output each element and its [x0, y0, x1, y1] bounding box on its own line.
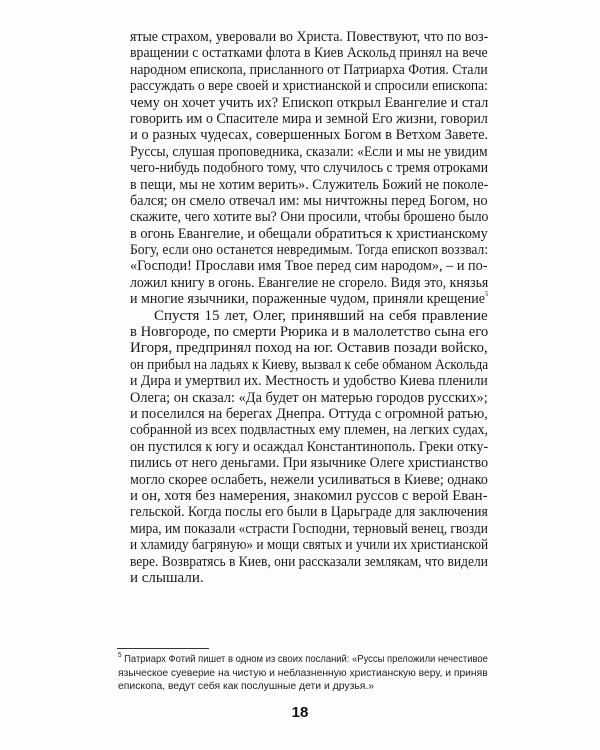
text-line: [130, 439, 488, 455]
text-line: [130, 406, 488, 422]
text-line-content: Руссы, слушая проповедника, сказали: «Если и мы не увидим: [130, 143, 488, 160]
text-line: [130, 95, 488, 111]
text-line-inner: [130, 291, 488, 307]
text-line-content: и хламиду багряную» и мощи святых и учили их христианской: [130, 537, 489, 554]
text-line-inner: [130, 373, 488, 389]
text-line: [130, 291, 488, 307]
text-line: [130, 209, 488, 225]
text-line-inner: [154, 308, 488, 324]
text-line-inner: [130, 111, 488, 127]
text-line: [130, 422, 488, 438]
text-line-content: в пещи, мы не хотим верить». Служитель Божий не поколе-: [130, 176, 489, 193]
text-line: [130, 275, 488, 291]
text-line-inner: [130, 144, 488, 160]
text-line-inner: [130, 554, 488, 570]
text-line: [130, 488, 488, 504]
footnote-line: [118, 667, 488, 681]
text-line: [130, 226, 488, 242]
text-line: [130, 29, 488, 45]
text-line-inner: [130, 439, 488, 455]
text-line-content: пились от него деньгами. При язычнике Олеге христианство: [130, 455, 489, 472]
text-line-inner: [130, 406, 488, 422]
text-line-inner: [130, 160, 488, 176]
text-line-content: рассуждать о вере своей и христианской и спросили епископа:: [130, 78, 488, 95]
text-line-content: чего-нибудь подобного тому, что случилось с тремя отроками: [130, 160, 489, 177]
text-line: [130, 472, 488, 488]
text-line: [130, 45, 488, 61]
text-line: [130, 390, 488, 406]
text-line-inner: [130, 422, 488, 438]
text-line-content: говорить им о Спасителе мира и земной Его жизни, говорил: [130, 110, 488, 127]
text-line-inner: [130, 488, 488, 504]
text-line-inner: [130, 78, 488, 94]
text-line-content: в Новгороде, по смерти Рюрика и в малолетство сына его: [130, 324, 489, 341]
text-line-inner: [130, 209, 488, 225]
text-line-content: и поселился на берегах Днепра. Оттуда с огромной ратью,: [130, 405, 488, 422]
text-line-inner: [130, 62, 488, 78]
text-line-inner: [130, 340, 488, 356]
footnote-separator: [117, 648, 209, 649]
text-line-inner: [130, 127, 488, 143]
text-line: [130, 193, 488, 209]
text-line-inner: [130, 95, 488, 111]
text-line-content: Спустя 15 лет, Олег, принявший на себя правление: [154, 307, 488, 324]
footnote-line-content: Патриарх Фотий пишет в одном из своих посланий: «Руссы преложили нечестивое: [124, 654, 488, 665]
text-line: [130, 308, 488, 324]
text-line-content: и он, хотя без намерения, знакомил руссов с верой Еван-: [130, 487, 488, 504]
text-line-content: ятые страхом, уверовали во Христа. Повествуют, что по воз-: [130, 29, 489, 45]
text-line-inner: [130, 193, 488, 209]
text-line-content: вере. Возвратясь в Киев, они рассказали землякам, что видели: [130, 553, 488, 570]
text-line: [130, 127, 488, 143]
text-line-content: он прибыл на ладьях к Киеву, вызвал к себе обманом Аскольда: [130, 356, 489, 373]
footnote-line-content: епископа, ведут себя как послушные дети и друзья.»: [118, 681, 375, 692]
text-line-content: в огонь Евангелие, и обещали обратиться к христианскому: [130, 225, 488, 242]
text-line: [130, 340, 488, 356]
text-line: [130, 554, 488, 570]
text-line-inner: [130, 177, 488, 193]
text-line-inner: [130, 504, 488, 520]
text-line-inner: [130, 521, 488, 537]
footnote-line: [118, 680, 488, 694]
text-line-inner: [130, 45, 488, 61]
text-line-content: ложил книгу в огонь. Евангелие не сгорело. Видя это, князья: [130, 274, 489, 291]
text-line-content: и Дира и умертвил их. Местность и удобство Киева пленили: [130, 373, 488, 390]
text-line: [130, 324, 488, 340]
footnote: [118, 653, 488, 694]
text-line-content: Олега; он сказал: «Да будет он матерью городов русских»;: [130, 389, 488, 406]
text-line-inner: [130, 537, 488, 553]
text-line-content: Богу, если оно останется невредимым. Тогда епископ воззвал:: [130, 242, 489, 259]
text-line-content: скажите, чего хотите вы? Они просили, чтобы брошено было: [130, 209, 489, 226]
text-line: [130, 62, 488, 78]
text-line-inner: [130, 226, 488, 242]
text-line-inner: [130, 390, 488, 406]
text-line: [130, 373, 488, 389]
text-line: [130, 111, 488, 127]
text-line-content: и о разных чудесах, совершенных Богом в Ветхом Завете.: [130, 127, 489, 144]
text-line: [130, 455, 488, 471]
footnote-line: [118, 653, 488, 667]
text-line-content: мира, им показали «страсти Господни, терновый венец, гвозди: [130, 520, 488, 537]
text-line-inner: [130, 570, 204, 586]
text-line-content: Игоря, предпринял поход на юг. Оставив позади войско,: [130, 340, 488, 357]
text-line: [130, 537, 488, 553]
text-line: [130, 357, 488, 373]
text-line: [130, 504, 488, 520]
text-line: [130, 570, 488, 586]
text-line: [130, 177, 488, 193]
text-line-content: бался; он смело отвечал им: мы ничтожны перед Богом, но: [130, 192, 488, 209]
text-line: [130, 78, 488, 94]
text-line-inner: [130, 242, 488, 258]
text-line: [130, 144, 488, 160]
text-line-inner: [130, 357, 488, 373]
text-line-content: гельской. Когда послы его были в Царьграде для заключения: [130, 504, 488, 521]
text-line-content: собранной из всех подвластных ему племен, на легких судах,: [130, 422, 488, 439]
text-line-content: и многие язычники, пораженные чудом, приняли крещение: [130, 291, 486, 308]
text-line: [130, 242, 488, 258]
text-line-content: «Господи! Прослави имя Твое перед сим народом», – и по-: [130, 258, 488, 275]
footnote-line-inner: [118, 653, 488, 667]
text-line-inner: [130, 29, 488, 45]
text-line-content: вращении с остатками флота в Киев Аскольд принял на вече: [130, 45, 488, 62]
page-number: 18: [291, 704, 309, 721]
text-line-inner: [130, 472, 488, 488]
text-line-content: могло скорее ослабеть, нежели усиливаться в Киеве; однако: [130, 471, 488, 488]
text-line: [130, 160, 488, 176]
footnote-line-inner: [118, 680, 374, 694]
text-line: [130, 258, 488, 274]
text-line-inner: [130, 455, 488, 471]
text-line-content: и слышали.: [130, 569, 204, 586]
text-line: [130, 521, 488, 537]
text-line-content: он пустился к югу и осаждал Константинополь. Греки отку-: [130, 438, 489, 455]
text-line-content: чему он хочет учить их? Епископ открыл Евангелие и стал: [130, 94, 489, 111]
text-line-inner: [130, 275, 488, 291]
footnote-line-inner: [118, 667, 488, 681]
text-line-inner: [130, 324, 488, 340]
footnote-reference: 5: [485, 290, 489, 299]
footnote-number: 5: [118, 652, 122, 659]
footnote-line-content: языческое суеверие на чистую и неблазненную христианскую веру, и приняв: [118, 667, 488, 679]
text-line-inner: [130, 258, 488, 274]
text-line-content: народном епископа, присланного от Патриарха Фотия. Стали: [130, 61, 488, 78]
body-text: [130, 29, 488, 586]
